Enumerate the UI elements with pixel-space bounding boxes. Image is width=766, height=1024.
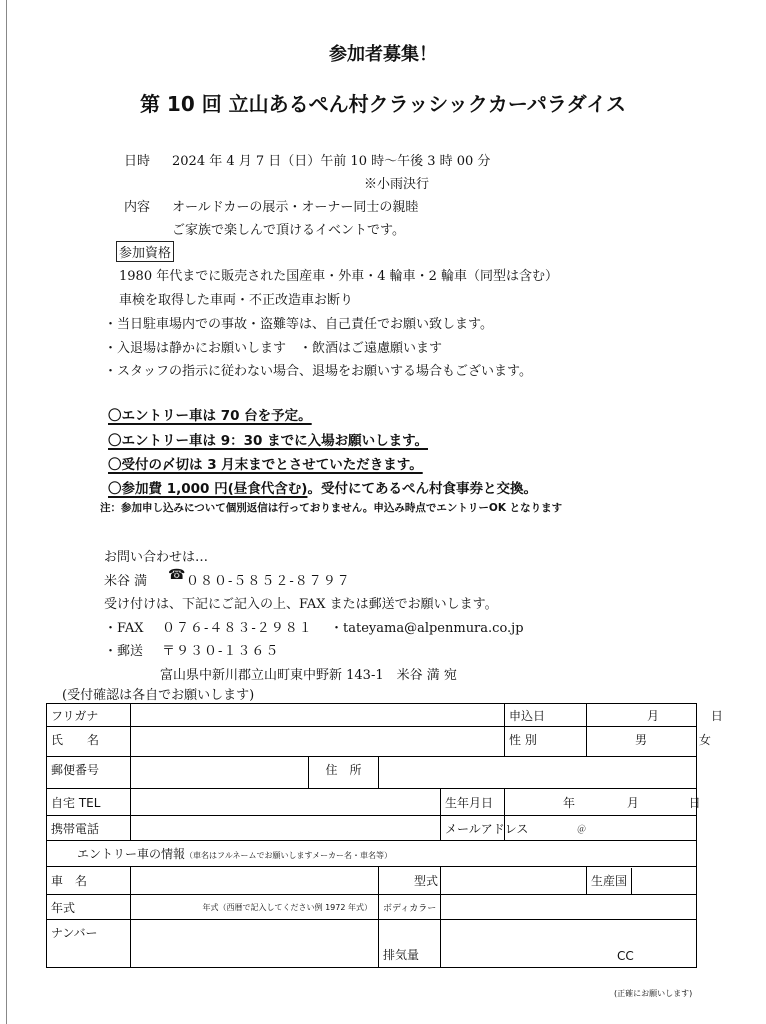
notice-entry-time: 〇エントリー車は 9：30 までに入場お願いします。 [108,433,428,449]
postal-code-field[interactable] [131,757,309,789]
car-name-field[interactable] [131,867,379,895]
male-option[interactable]: 男 [635,733,648,747]
contact-name: 米谷 満 [104,574,148,589]
month-label: 月 [626,795,639,810]
postal-code: 〒９３０-１３６５ [162,644,280,659]
body-color-label: ボディカラー [379,895,441,920]
form-row-home-tel [47,789,697,816]
entry-info-note: （車名はフルネームでお願いしますメーカー名・車名等） [185,851,392,860]
name-field[interactable] [131,727,505,757]
form-row-address [47,757,697,789]
fee-exchange: 。受付にてあるぺん村食事券と交換。 [307,481,537,497]
mobile-label: 携帯電話 [47,816,131,841]
female-option[interactable]: 女 [698,733,711,747]
content-line-1: オールドカーの展示・オーナー同士の親睦 [172,200,419,215]
furigana-field[interactable] [131,704,505,727]
postal-code-label: 郵便番号 [47,757,131,789]
rule-item: ・スタッフの指示に従わない場合、退場をお願いする場合もございます。 [104,364,532,379]
car-name-label: 車 名 [47,867,131,895]
date-label: 日時 [124,154,151,169]
address-field[interactable] [379,757,697,789]
date-value: 2024 年 4 月 7 日（日）午前 10 時～午後 3 時 00 分 [172,154,491,169]
rule-item: ・当日駐車場内での事故・盗難等は、自己責任でお願い致します。 [104,317,493,332]
mobile-field[interactable] [131,816,441,841]
form-row-name [47,727,697,757]
eligibility-label: 参加資格 [116,241,174,262]
month-label: 月 [647,708,660,723]
gender-field[interactable] [587,727,711,757]
entry-info-label: エントリー車の情報 [77,847,186,861]
form-row-mobile [47,816,697,841]
form-row-entry-info [47,841,697,867]
model-year-field[interactable] [131,895,379,920]
fax-number: ０７６-４８３-２９８１ [162,621,313,636]
notice-entry-count: 〇エントリー車は 70 台を予定。 [108,408,312,424]
fax-label: ・FAX [104,621,144,636]
body-color-field[interactable] [441,895,697,920]
name-label: 氏 名 [47,727,131,757]
country-label: 生産国 [587,868,632,894]
model-year-label: 年式 [47,895,131,920]
home-tel-field[interactable] [131,789,441,816]
number-label: ナンバー [47,920,131,968]
rule-item: ・入退場は静かにお願いします ・飲酒はご遠慮願います [104,341,443,356]
apply-date-label: 申込日 [505,704,587,727]
model-field[interactable] [441,867,587,895]
displacement-label: 排気量 [379,920,441,968]
form-row-number [47,920,697,968]
birth-date-field[interactable] [505,789,701,816]
year-label: 年 [563,795,576,810]
form-footnote: (正確にお願いします) [614,989,693,998]
cc-label: CC [617,949,634,963]
reply-note: 注：参加申し込みについて個別返信は行っておりません。申込み時点でエントリーOK となります [100,502,563,514]
page-left-border [6,0,7,1024]
home-tel-label: 自宅 TEL [47,789,131,816]
apply-date-field[interactable] [587,704,723,727]
contact-phone: ０８０-５８５２-８７９７ [186,574,351,589]
content-line-2: ご家族で楽しんで頂けるイベントです。 [172,223,405,238]
eligibility-line-1: 1980 年代までに販売された国産車・外車・4 輪車・2 輪車（同型は含む） [119,269,559,284]
entry-info-header [47,841,697,867]
mail-address-label: メールアドレス [441,816,505,841]
contact-intro: お問い合わせは… [104,550,209,565]
model-year-note: 年式（西暦で記入してください例 1972 年式） [202,902,372,912]
telephone-icon: ☎ [168,567,186,583]
birth-date-label: 生年月日 [441,789,505,816]
entry-form-table [46,703,723,968]
mailing-address: 富山県中新川郡立山町東中野新 143-1 米谷 満 宛 [160,668,457,683]
form-row-car [47,867,697,895]
day-label: 日 [688,795,701,810]
model-label: 型式 [379,867,441,895]
form-row-furigana [47,704,697,727]
notice-deadline: 〇受付の〆切は 3 月末までとさせていただきます。 [108,457,423,473]
event-title: 第 10 回 立山あるぺん村クラッシックカーパラダイス [139,92,627,116]
eligibility-line-2: 車検を取得した車両・不正改造車お断り [119,293,354,308]
furigana-label: フリガナ [47,704,131,727]
post-label: ・郵送 [104,644,144,659]
mail-address-field[interactable] [505,816,697,841]
displacement-field[interactable] [441,920,697,968]
country-field[interactable] [587,867,697,895]
content-label: 内容 [124,200,151,215]
confirm-note: (受付確認は各自でお願いします) [62,688,255,703]
contact-email: ・tateyama@alpenmura.co.jp [330,621,524,636]
recruitment-heading: 参加者募集！ [329,44,437,65]
number-field[interactable] [131,920,379,968]
gender-label: 性 別 [505,727,587,757]
day-label: 日 [710,708,723,723]
reception-instructions: 受け付けは、下記にご記入の上、FAX または郵送でお願いします。 [104,597,498,612]
fee-amount: 〇参加費 1,000 円(昼食代含む) [108,481,308,497]
at-sign: ＠ [577,824,587,835]
form-row-model-year [47,895,697,920]
rain-note: ※小雨決行 [364,177,430,192]
notice-fee [108,477,537,497]
address-label: 住 所 [309,757,379,789]
